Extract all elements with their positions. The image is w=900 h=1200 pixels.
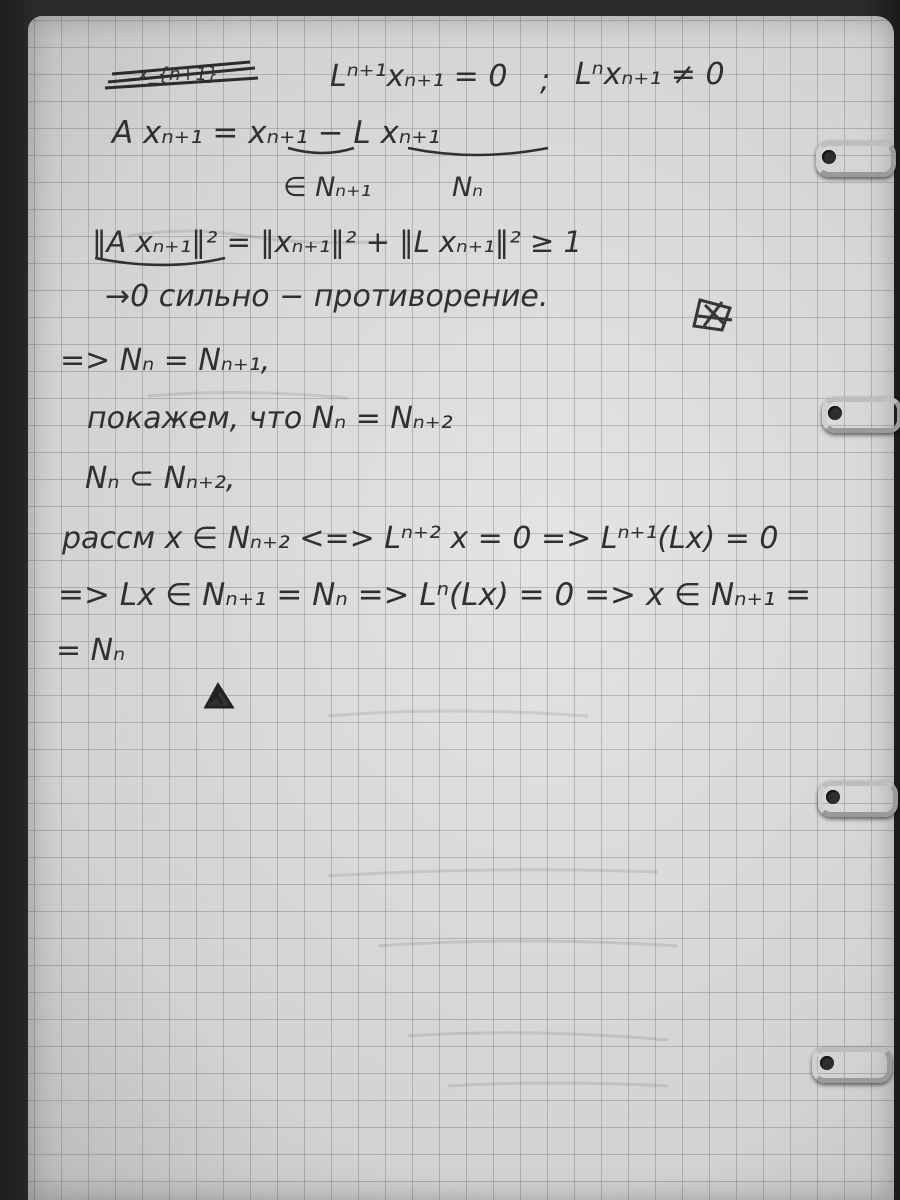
- note-line-4: ‖A xₙ₊₁‖² = ‖xₙ₊₁‖² + ‖L xₙ₊₁‖² ≥ 1: [92, 225, 582, 259]
- show-through-writing: [28, 16, 894, 1200]
- note-line-1-separator: ;: [540, 63, 551, 98]
- note-line-9: рассм x ∈ Nₙ₊₂ <=> Lⁿ⁺² x = 0 => Lⁿ⁺¹(Lx) = 0: [62, 521, 779, 556]
- note-line-2: A xₙ₊₁ = xₙ₊₁ − L xₙ₊₁: [112, 115, 441, 151]
- crossed-out-text: x_{n+1}: [138, 64, 219, 85]
- binder-ring-2: [822, 397, 900, 433]
- note-line-1a: Lⁿ⁺¹xₙ₊₁ = 0: [330, 59, 508, 94]
- note-line-6: => Nₙ = Nₙ₊₁,: [60, 343, 271, 378]
- binder-ring-3: [818, 781, 898, 817]
- note-line-8: Nₙ ⊂ Nₙ₊₂,: [85, 461, 236, 496]
- binder-ring-4: [812, 1047, 892, 1083]
- binder-ring-1: [816, 141, 896, 177]
- note-line-10: => Lx ∈ Nₙ₊₁ = Nₙ => Lⁿ(Lx) = 0 => x ∈ Nₙ₊₁ =: [58, 577, 812, 613]
- note-line-1b: Lⁿxₙ₊₁ ≠ 0: [575, 57, 725, 92]
- note-line-11: = Nₙ: [56, 633, 126, 668]
- note-line-3b: Nₙ: [452, 172, 483, 203]
- note-line-3a: ∈ Nₙ₊₁: [283, 172, 372, 203]
- note-line-5: →0 сильно − противорение.: [105, 279, 549, 314]
- note-line-7: покажем, что Nₙ = Nₙ₊₂: [87, 401, 453, 436]
- notebook-page: [28, 16, 894, 1200]
